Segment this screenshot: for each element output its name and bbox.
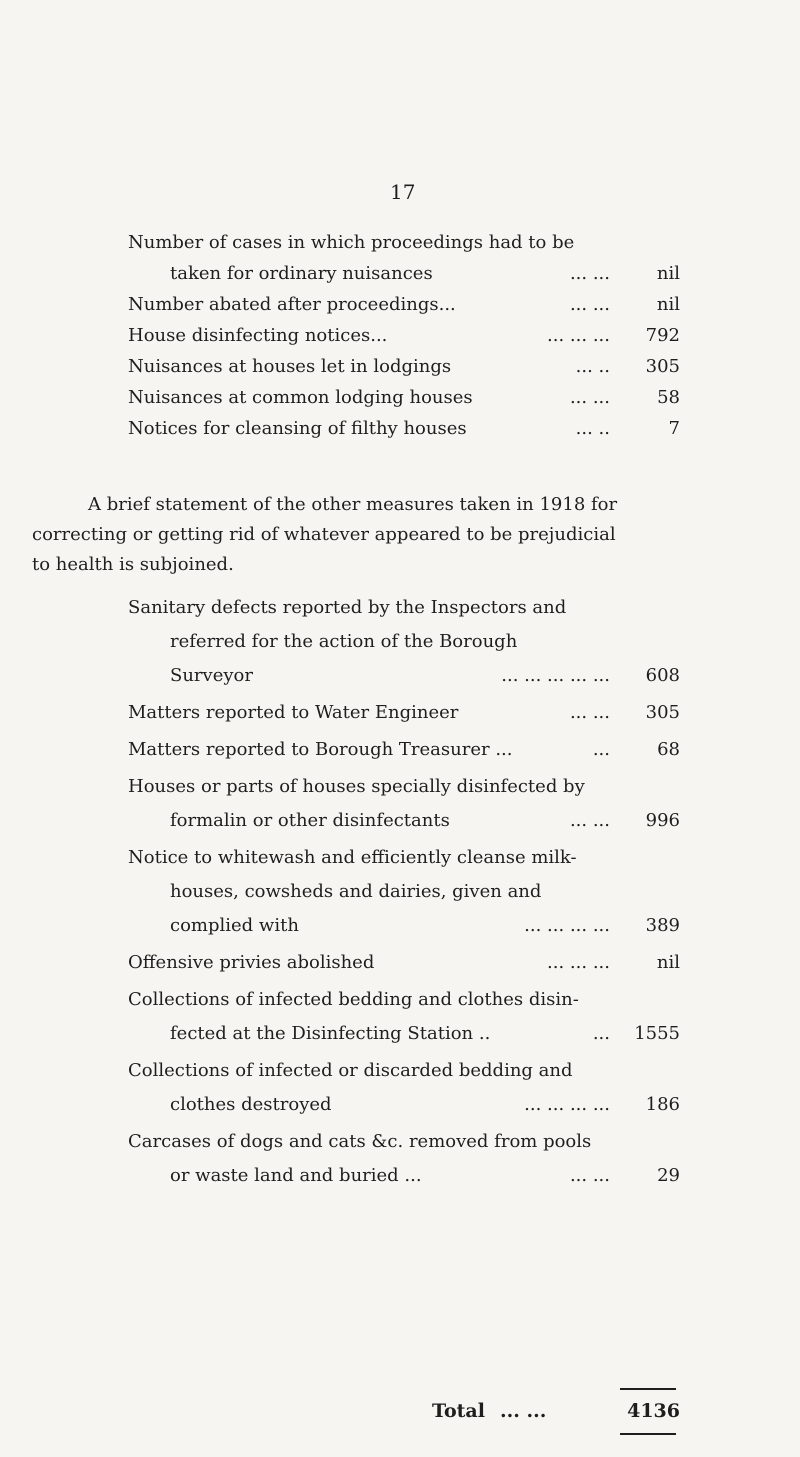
total-leaders: ... ... bbox=[500, 1400, 547, 1422]
total-label: Total bbox=[432, 1400, 485, 1422]
row-leaders: ... bbox=[592, 1023, 610, 1044]
row-label-line: referred for the action of the Borough bbox=[170, 631, 518, 652]
row-label-line: House disinfecting notices... bbox=[128, 325, 388, 346]
row-leaders: ... ... ... bbox=[547, 325, 610, 346]
row-value: 29 bbox=[657, 1165, 680, 1186]
row-value: 7 bbox=[668, 418, 680, 439]
row-label-line: Sanitary defects reported by the Inspectors and bbox=[128, 597, 567, 618]
row-value: 305 bbox=[645, 702, 680, 723]
row-label-line: fected at the Disinfecting Station .. bbox=[170, 1023, 491, 1044]
total-value: 4136 bbox=[627, 1400, 680, 1422]
row-label-line: Notice to whitewash and efficiently cleanse milk- bbox=[128, 847, 577, 868]
row-leaders: ... ... bbox=[569, 294, 610, 315]
row-label-line: Nuisances at common lodging houses bbox=[128, 387, 473, 408]
row-value: 186 bbox=[645, 1094, 680, 1115]
row-leaders: ... ... bbox=[569, 810, 610, 831]
row-leaders: ... ... bbox=[569, 263, 610, 284]
row-leaders: ... ... bbox=[569, 1165, 610, 1186]
row-label-line: Carcases of dogs and cats &c. removed from pools bbox=[128, 1131, 592, 1152]
row-value: nil bbox=[656, 263, 680, 284]
statement-paragraph bbox=[32, 490, 708, 580]
row-label-line: Nuisances at houses let in lodgings bbox=[128, 356, 452, 377]
page-number: 17 bbox=[390, 180, 416, 204]
total-row bbox=[0, 1400, 800, 1428]
row-label-line: Collections of infected bedding and clothes disin- bbox=[128, 989, 579, 1010]
row-label-line: taken for ordinary nuisances bbox=[170, 263, 433, 284]
row-value: 58 bbox=[657, 387, 680, 408]
row-label-line: Number of cases in which proceedings had to be bbox=[128, 232, 575, 253]
row-leaders: ... ... bbox=[569, 702, 610, 723]
row-leaders: ... .. bbox=[575, 418, 610, 439]
paragraph-line: correcting or getting rid of whatever appeared to be prejudicial bbox=[32, 524, 616, 545]
row-value: nil bbox=[656, 294, 680, 315]
row-value: 68 bbox=[657, 739, 680, 760]
row-leaders: ... ... ... bbox=[547, 952, 610, 973]
row-label-line: Houses or parts of houses specially disinfected by bbox=[128, 776, 585, 797]
row-label-line: Offensive privies abolished bbox=[128, 952, 375, 973]
row-leaders: ... .. bbox=[575, 356, 610, 377]
row-leaders: ... ... ... ... bbox=[524, 1094, 610, 1115]
row-label-line: Surveyor bbox=[170, 665, 253, 686]
row-value: nil bbox=[656, 952, 680, 973]
row-label-line: Collections of infected or discarded bedding and bbox=[128, 1060, 573, 1081]
row-leaders: ... ... ... ... bbox=[524, 915, 610, 936]
row-label-line: houses, cowsheds and dairies, given and bbox=[170, 881, 542, 902]
total-rule-bottom bbox=[620, 1433, 676, 1435]
row-value: 389 bbox=[645, 915, 680, 936]
row-leaders: ... ... bbox=[569, 387, 610, 408]
row-leaders: ... ... ... ... ... bbox=[501, 665, 610, 686]
row-value: 792 bbox=[645, 325, 680, 346]
paragraph-line: to health is subjoined. bbox=[32, 554, 234, 575]
row-value: 608 bbox=[645, 665, 680, 686]
row-label-line: Matters reported to Water Engineer bbox=[128, 702, 459, 723]
row-label-line: or waste land and buried ... bbox=[170, 1165, 422, 1186]
row-label-line: Number abated after proceedings... bbox=[128, 294, 456, 315]
row-label-line: clothes destroyed bbox=[170, 1094, 332, 1115]
row-label-line: Notices for cleansing of filthy houses bbox=[128, 418, 467, 439]
row-value: 305 bbox=[645, 356, 680, 377]
row-leaders: ... bbox=[592, 739, 610, 760]
row-label-line: formalin or other disinfectants bbox=[170, 810, 450, 831]
total-rule-top bbox=[620, 1388, 676, 1390]
row-value: 1555 bbox=[634, 1023, 680, 1044]
paragraph-line: A brief statement of the other measures taken in 1918 for bbox=[88, 494, 618, 515]
row-label-line: complied with bbox=[170, 915, 299, 936]
row-value: 996 bbox=[645, 810, 680, 831]
row-label-line: Matters reported to Borough Treasurer ... bbox=[128, 739, 513, 760]
